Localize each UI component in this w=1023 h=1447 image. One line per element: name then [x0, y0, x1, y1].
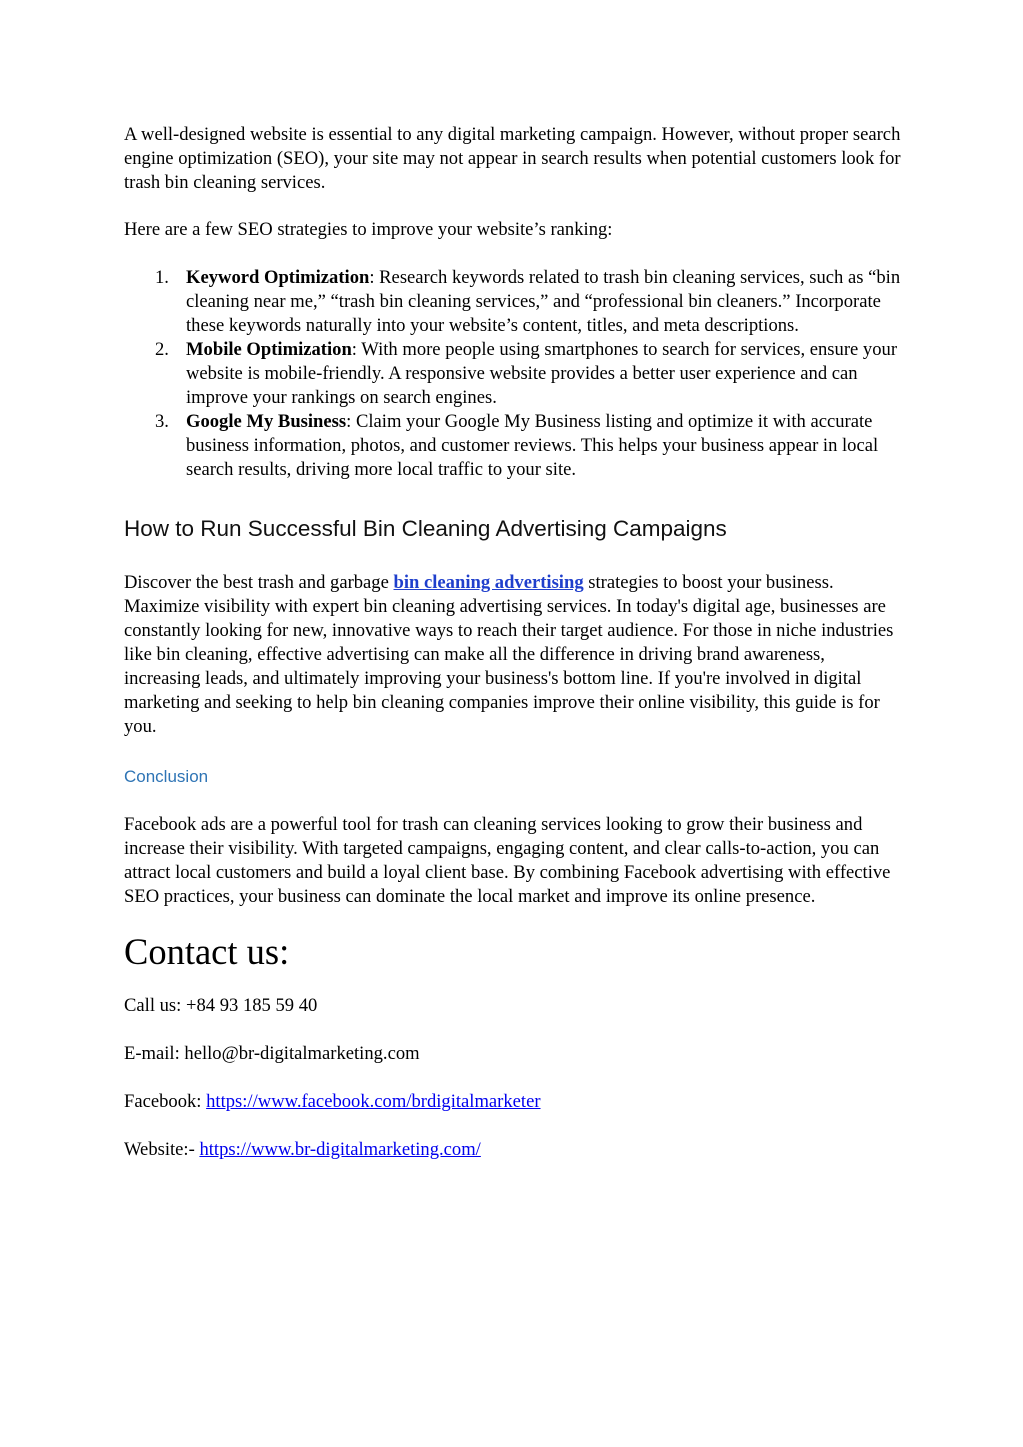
- website-label: Website:-: [124, 1139, 200, 1160]
- conclusion-heading: Conclusion: [124, 767, 209, 786]
- section-heading: How to Run Successful Bin Cleaning Advertising Campaigns: [124, 516, 727, 541]
- discover-text-after: strategies to boost your business. Maximize visibility with expert bin cleaning advertising services. In today's digital age, businesses are constantly looking for new, innovative ways to reach their target audience. For those in niche industries like bin cleaning, effective advertising can make all the difference in driving brand awareness, increasing leads, and ultimately improving your business's bottom line. If you're involved in digital marketing and seeking to help bin cleaning companies improve their online visibility, this guide is for you.: [124, 572, 894, 737]
- strategy-title: Mobile Optimization: [186, 339, 352, 360]
- strategy-title: Keyword Optimization: [186, 267, 370, 288]
- strategies-list: [124, 266, 904, 482]
- contact-website: [124, 1138, 904, 1162]
- list-item: [124, 266, 904, 338]
- facebook-label: Facebook:: [124, 1091, 207, 1112]
- intro-paragraph: A well-designed website is essential to any digital marketing campaign. However, without proper search engine optimization (SEO), your site may not appear in search results when potential customers look for trash bin cleaning services.: [124, 124, 901, 193]
- strategy-text: : Research keywords related to trash bin cleaning services, such as “bin cleaning near me,” “trash bin cleaning services,” and “professional bin cleaners.” Incorporate these keywords naturally into your website’s content, titles, and meta descriptions.: [186, 267, 901, 336]
- document-page: [124, 123, 904, 1186]
- strategy-text: : Claim your Google My Business listing and optimize it with accurate business information, photos, and customer reviews. This helps your business appear in local search results, driving more local traffic to your site.: [186, 411, 879, 480]
- contact-title: Contact us:: [124, 931, 290, 972]
- strategy-title: Google My Business: [186, 411, 347, 432]
- list-item: [124, 410, 904, 482]
- bin-cleaning-advertising-link[interactable]: bin cleaning advertising: [393, 572, 584, 593]
- strategies-lead: Here are a few SEO strategies to improve your website’s ranking:: [124, 219, 613, 240]
- strategy-text: : With more people using smartphones to search for services, ensure your website is mobile-friendly. A responsive website provides a better user experience and can improve your rankings on search engines.: [186, 339, 898, 408]
- facebook-link[interactable]: https://www.facebook.com/brdigitalmarketer: [206, 1091, 541, 1112]
- discover-text-before: Discover the best trash and garbage: [124, 572, 394, 593]
- conclusion-paragraph: Facebook ads are a powerful tool for trash can cleaning services looking to grow their business and increase their visibility. With targeted campaigns, engaging content, and clear calls-to-action, you can attract local customers and build a loyal client base. By combining Facebook advertising with effective SEO practices, your business can dominate the local market and improve its online presence.: [124, 814, 891, 907]
- discover-paragraph: [124, 571, 904, 739]
- list-number: 1.: [155, 267, 169, 288]
- list-number: 3.: [155, 411, 169, 432]
- contact-facebook: [124, 1090, 904, 1114]
- website-link[interactable]: https://www.br-digitalmarketing.com/: [199, 1139, 481, 1160]
- contact-email: E-mail: hello@br-digitalmarketing.com: [124, 1043, 420, 1064]
- contact-phone: Call us: +84 93 185 59 40: [124, 995, 318, 1016]
- list-number: 2.: [155, 339, 169, 360]
- list-item: [124, 338, 904, 410]
